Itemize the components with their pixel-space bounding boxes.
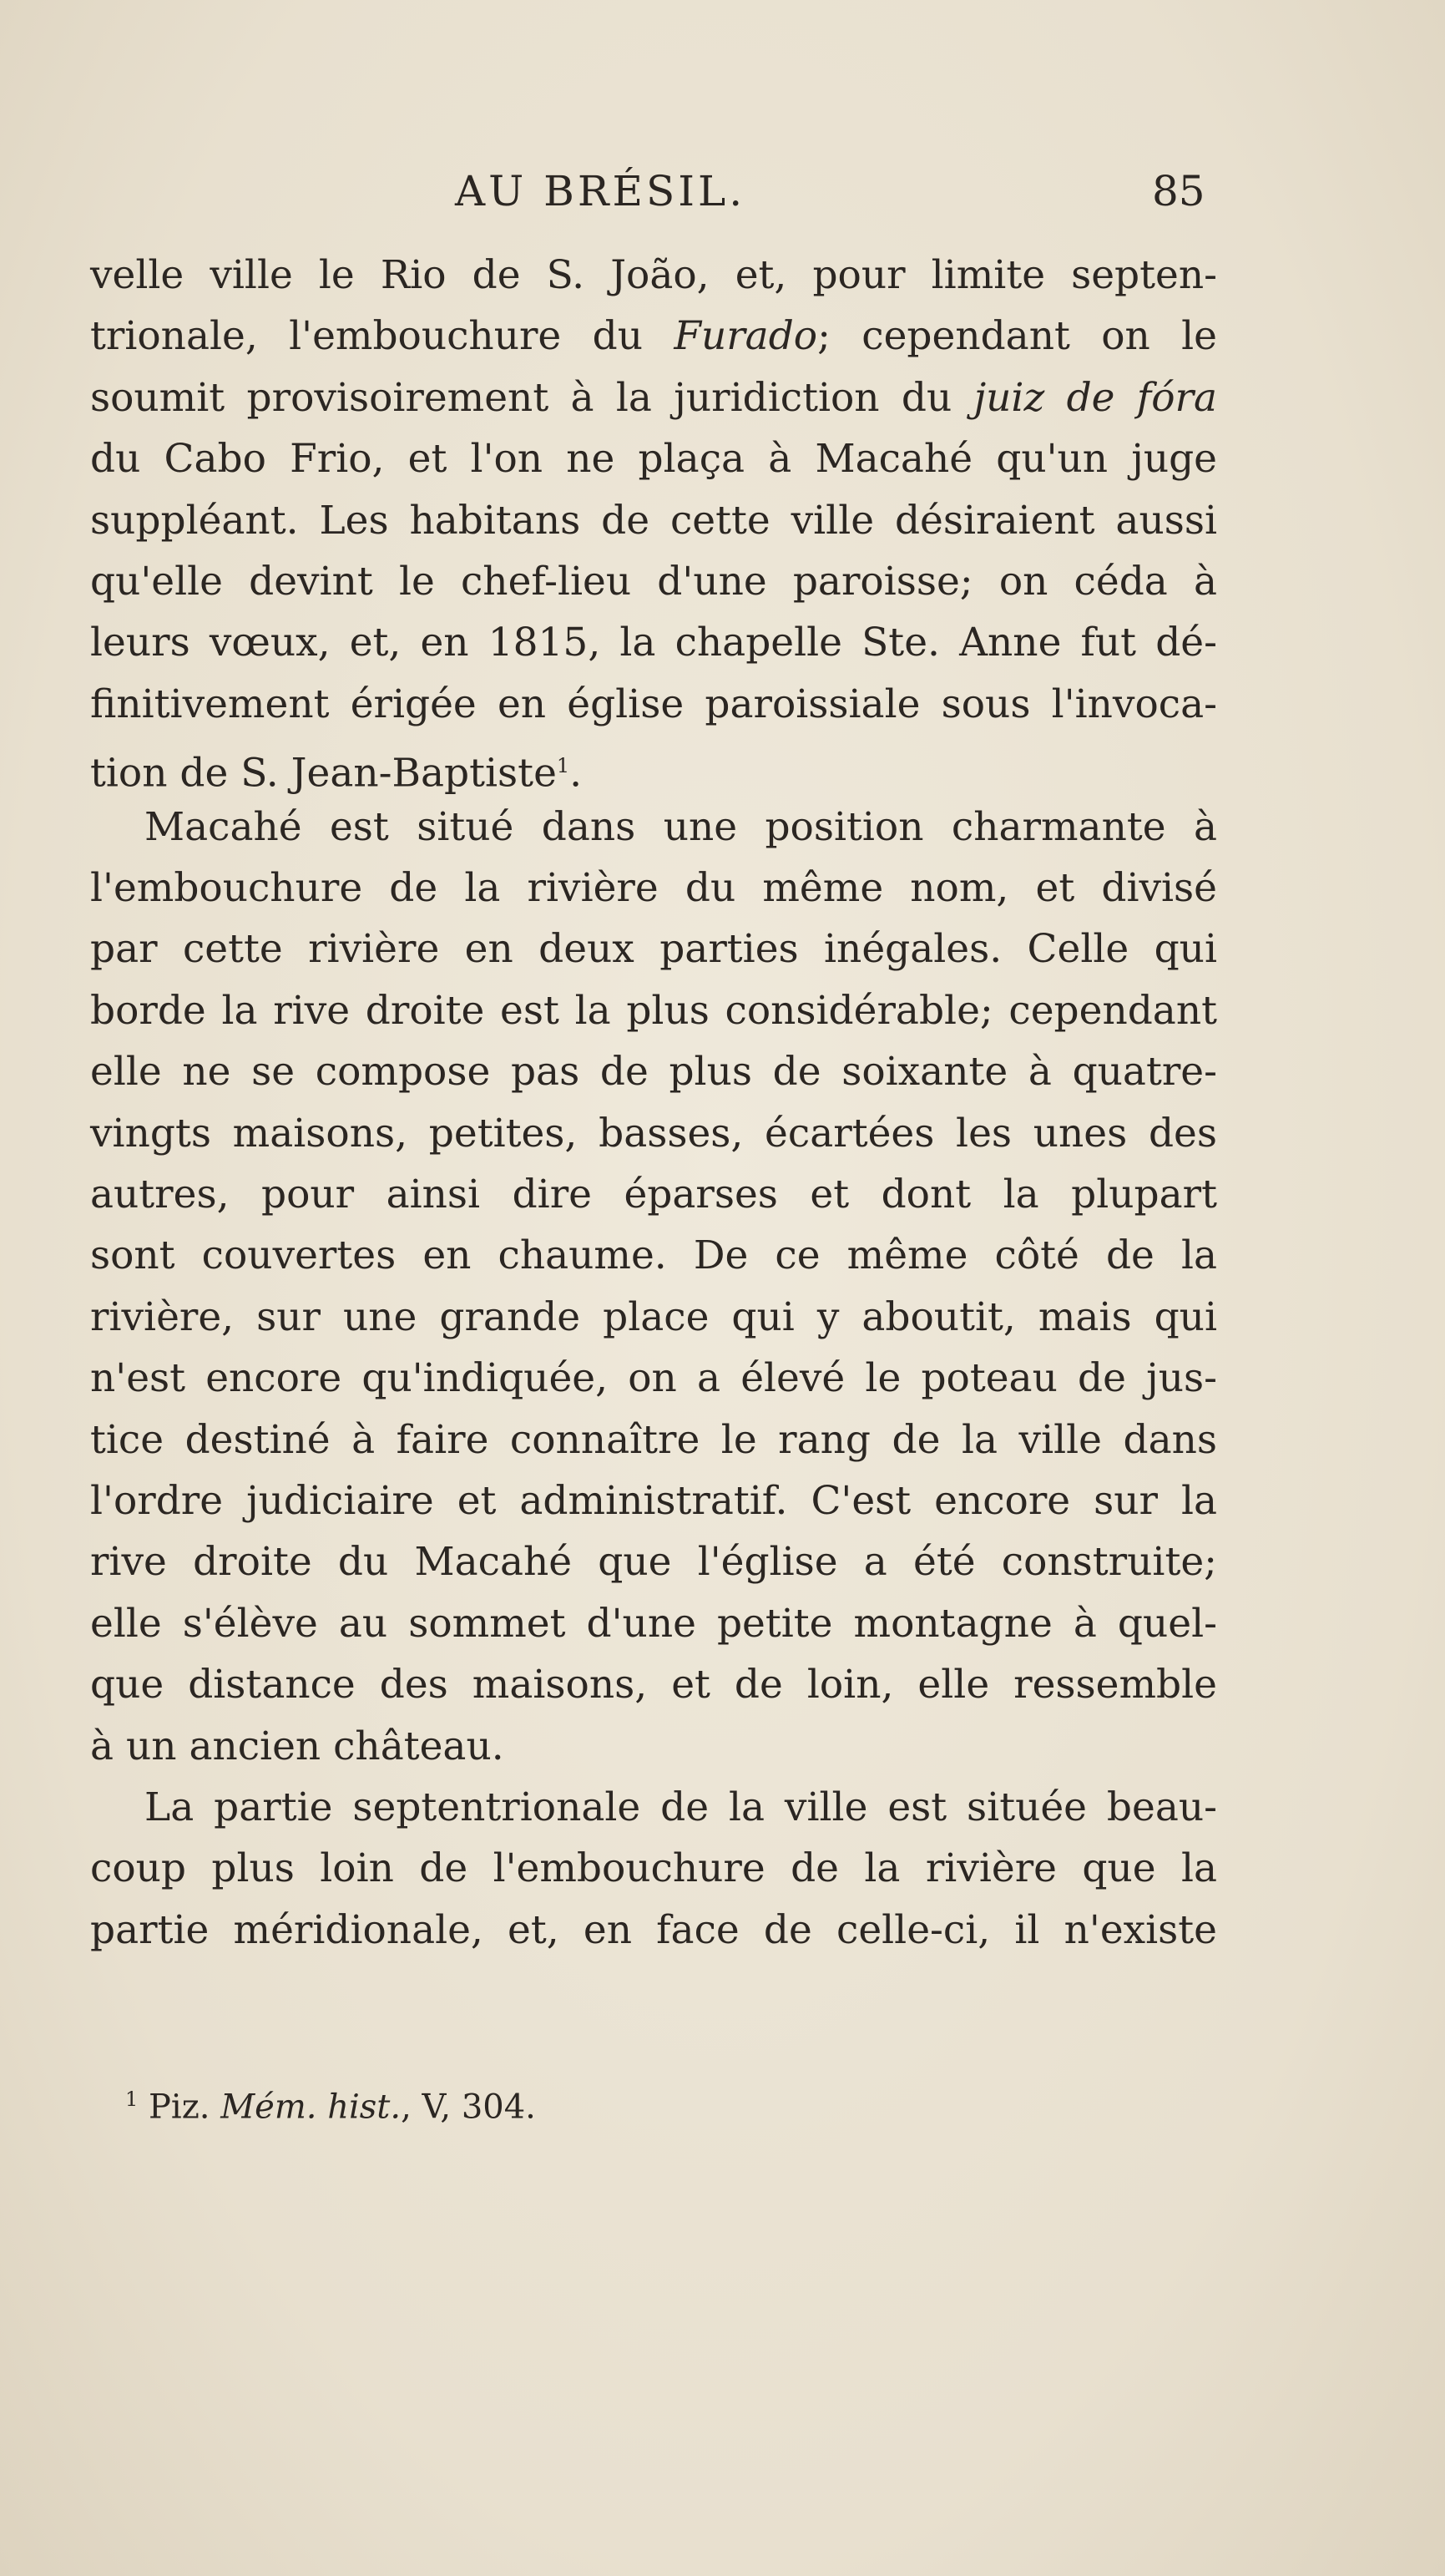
- text-line: à un ancien château.: [90, 1723, 504, 1769]
- text-line: soumit provisoirement à la juridiction du juiz de fóra: [90, 374, 1217, 421]
- text-line: partie méridionale, et, en face de celle-ci, il n'existe: [90, 1906, 1217, 1953]
- text-line: que distance des maisons, et de loin, elle ressemble: [90, 1662, 1217, 1708]
- text-line: du Cabo Frio, et l'on ne plaça à Macahé qu'un juge: [90, 436, 1217, 483]
- text-line: autres, pour ainsi dire éparses et dont la plupart: [90, 1172, 1217, 1217]
- text-line: La partie septentrionale de la ville est située beau-: [144, 1784, 1217, 1830]
- text-line: coup plus loin de l'embouchure de la rivière que la: [90, 1845, 1217, 1892]
- footnote: $^1$ Piz. Mém. hist., V, 304.: [125, 2088, 536, 2127]
- text-line: trionale, l'embouchure du Furado; cependant on le: [90, 313, 1217, 360]
- text-line: rivière, sur une grande place qui y aboutit, mais qui: [90, 1293, 1217, 1340]
- text-line: vingts maisons, petites, basses, écartées les unes des: [90, 1110, 1217, 1156]
- text-line: elle s'élève au sommet d'une petite montagne à quel-: [90, 1600, 1217, 1647]
- text-line: qu'elle devint le chef-lieu d'une paroisse; on céda à: [90, 559, 1217, 605]
- text-line: borde la rive droite est la plus considérable; cependant: [90, 987, 1217, 1034]
- text-line: Macahé est situé dans une position charmante à: [144, 803, 1217, 850]
- running-header: AU BRÉSIL.: [455, 167, 746, 215]
- text-line: n'est encore qu'indiquée, on a élevé le poteau de jus-: [90, 1355, 1217, 1402]
- text-line: velle ville le Rio de S. João, et, pour limite septen-: [90, 252, 1217, 298]
- text-line: par cette rivière en deux parties inégales. Celle qui: [90, 926, 1217, 973]
- text-line: elle ne se compose pas de plus de soixante à quatre-: [90, 1049, 1217, 1096]
- text-line: tion de S. Jean-Baptiste$^1$.: [90, 750, 583, 797]
- footnote-mark: 1: [125, 2088, 139, 2111]
- text-line: l'ordre judiciaire et administratif. C'est encore sur la: [90, 1478, 1217, 1524]
- page-number: 85: [1152, 167, 1205, 215]
- text-line: tice destiné à faire connaître le rang de la ville dans: [90, 1416, 1217, 1463]
- text-line: rive droite du Macahé que l'église a été construite;: [90, 1539, 1217, 1586]
- text-line: l'embouchure de la rivière du même nom, et divisé: [90, 865, 1217, 911]
- text-line: suppléant. Les habitans de cette ville désiraient aussi: [90, 497, 1217, 544]
- text-line: leurs vœux, et, en 1815, la chapelle Ste. Anne fut dé-: [90, 620, 1217, 666]
- text-line: sont couvertes en chaume. De ce même côté de la: [90, 1232, 1217, 1279]
- text-line: finitivement érigée en église paroissiale sous l'invoca-: [90, 681, 1217, 727]
